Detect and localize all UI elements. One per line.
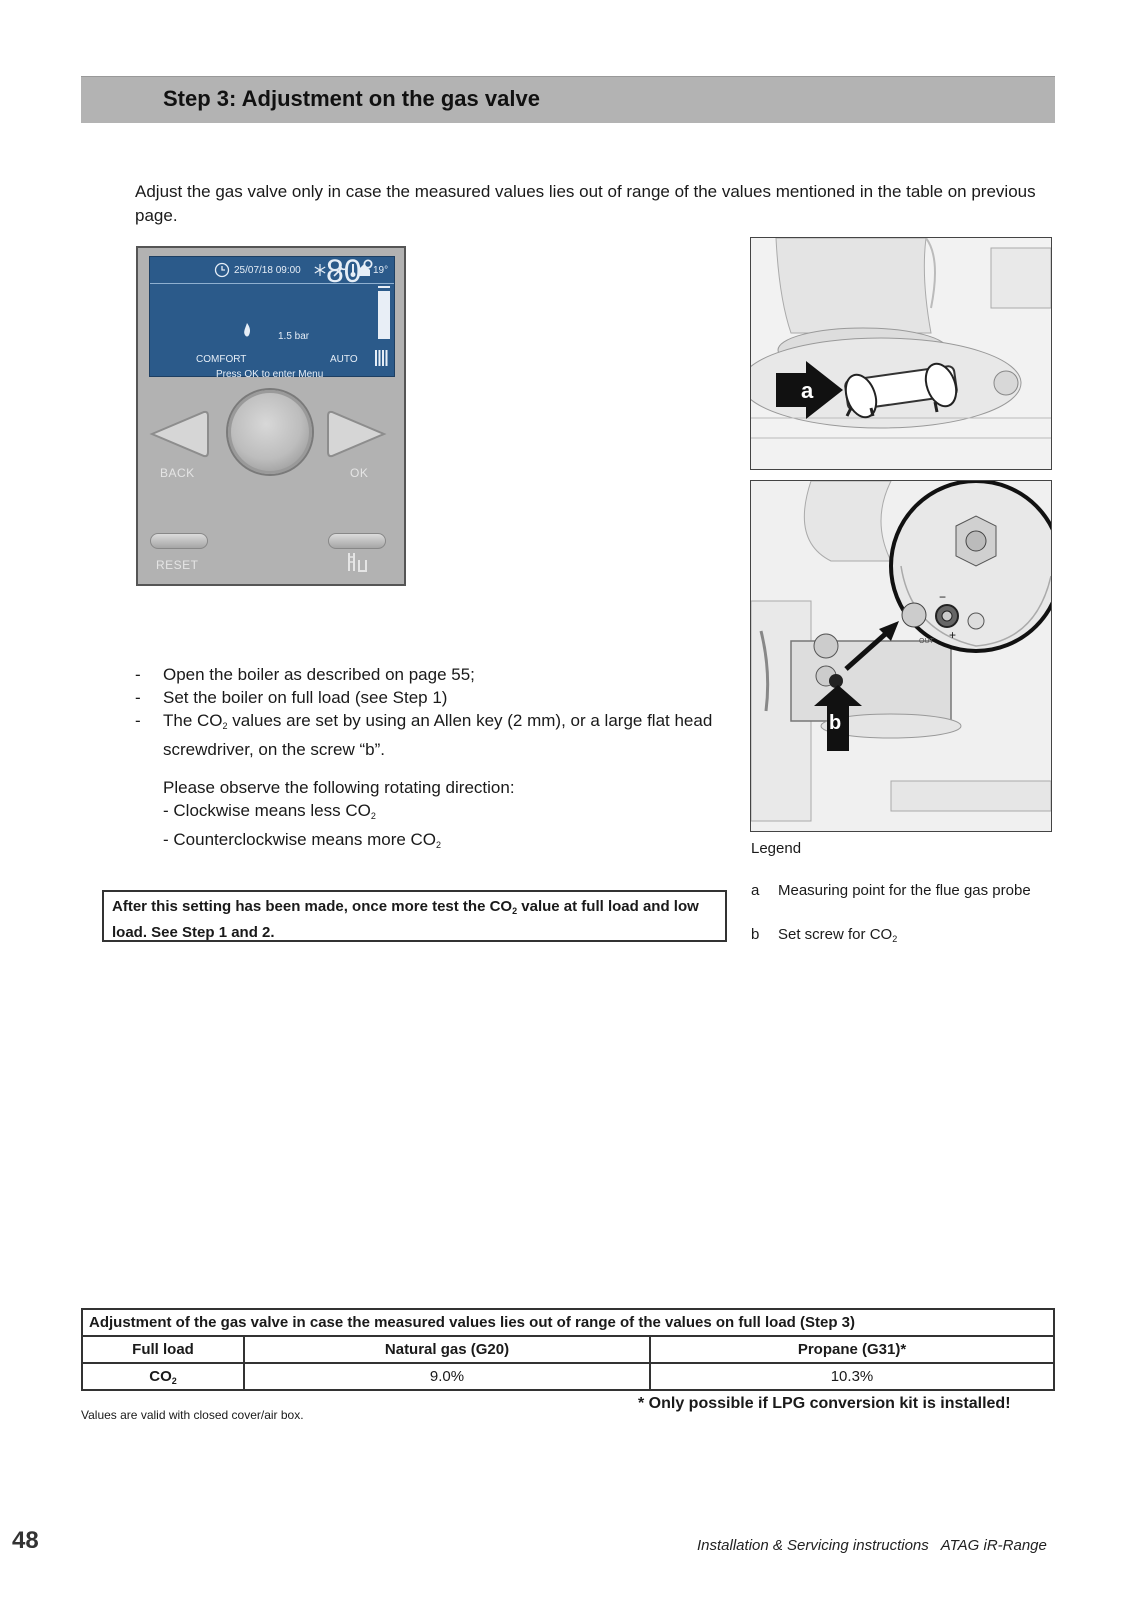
chimney-sweep-icon xyxy=(346,552,368,572)
ok-arrow-button[interactable] xyxy=(326,408,388,460)
photo-gas-valve xyxy=(750,480,1052,832)
subscript: 2 xyxy=(436,840,442,850)
clockwise-line xyxy=(163,799,723,828)
screen-datetime: 25/07/18 09:00 xyxy=(234,265,301,276)
validity-note: Values are valid with closed cover/air box. xyxy=(81,1408,304,1422)
label-b: b xyxy=(829,712,842,734)
flame-icon xyxy=(242,322,252,338)
gas-valve-illustration xyxy=(751,481,1051,831)
step-text-cont: values are set by using an Allen key (2 mm), or a large flat head screwdriver, on the screw “b”. xyxy=(163,711,713,759)
rotation-intro: Please observe the following rotating direction: xyxy=(163,778,515,797)
row-label xyxy=(82,1363,244,1390)
menu-hint: Press OK to enter Menu xyxy=(216,369,324,380)
step-item: - Set the boiler on full load (see Step 1) xyxy=(135,688,448,707)
radiator-icon xyxy=(374,349,390,367)
legend-key: b xyxy=(751,926,760,943)
legend-title: Legend xyxy=(751,840,802,857)
table-row xyxy=(82,1363,1054,1390)
intro-paragraph: Adjust the gas valve only in case the measured values lies out of range of the values mentioned in the table on previous page. xyxy=(135,182,1036,225)
note-text: After this setting has been made, once more test the CO xyxy=(112,898,513,915)
column-header: Full load xyxy=(82,1336,244,1363)
rotation-direction xyxy=(163,776,723,857)
subscript: 2 xyxy=(222,721,228,731)
step-text: Set the boiler on full load (see Step 1) xyxy=(163,688,448,707)
lpg-note: * Only possible if LPG conversion kit is installed! xyxy=(638,1395,1011,1412)
row-label-text: CO xyxy=(149,1367,172,1385)
back-label: BACK xyxy=(160,466,195,480)
back-arrow-button[interactable] xyxy=(148,408,210,460)
note-text-cont: value at full load and low load. See Step 1 and 2. xyxy=(112,898,699,941)
flue-illustration xyxy=(751,238,1051,469)
clock-icon xyxy=(214,262,230,278)
subscript: 2 xyxy=(171,1375,177,1386)
legend-text: Measuring point for the flue gas probe xyxy=(778,882,1031,899)
valve-out-label: OUT xyxy=(919,638,934,645)
boiler-control-panel xyxy=(136,246,406,586)
legend-item xyxy=(751,881,1051,923)
gas-valve-adjustment-table xyxy=(81,1308,1055,1391)
outdoor-temperature: 19° xyxy=(373,265,389,276)
temperature-bar xyxy=(378,291,390,339)
legend-item xyxy=(751,925,1051,947)
reset-button[interactable] xyxy=(150,533,208,549)
table-cell: 10.3% xyxy=(650,1363,1054,1390)
water-pressure: 1.5 bar xyxy=(278,331,310,342)
note-box xyxy=(102,890,727,942)
step-text: The CO xyxy=(163,711,223,730)
table-header-row xyxy=(82,1336,1054,1363)
step-text: Open the boiler as described on page 55; xyxy=(163,665,475,684)
chimney-sweep-button[interactable] xyxy=(328,533,386,549)
step-item: - Open the boiler as described on page 55; xyxy=(135,665,475,684)
table-cell: 9.0% xyxy=(244,1363,650,1390)
column-header: Natural gas (G20) xyxy=(244,1336,650,1363)
table-caption-row xyxy=(82,1309,1054,1336)
legend-text xyxy=(778,925,1038,949)
label-a: a xyxy=(801,378,814,403)
ok-label: OK xyxy=(350,466,369,480)
counterclockwise-line xyxy=(163,828,723,857)
auto-mode-label: AUTO xyxy=(330,354,358,365)
photo-flue-measuring-point xyxy=(750,237,1052,470)
plus-sign: + xyxy=(949,628,957,642)
subscript: 2 xyxy=(892,934,898,944)
comfort-mode-label: COMFORT xyxy=(196,354,247,365)
flow-temperature: 80° xyxy=(326,253,375,289)
page-number: 48 xyxy=(12,1527,39,1554)
legend-text-main: Set screw for CO xyxy=(778,926,893,943)
column-header: Propane (G31)* xyxy=(650,1336,1054,1363)
step-item: - The $CO_2$ values are set by using an Allen key (2 mm), or a large flat head screwdriver, on the screw “b”. xyxy=(135,711,713,759)
clockwise-text: - Clockwise means less CO xyxy=(163,801,371,820)
rotary-dial[interactable] xyxy=(228,390,312,474)
legend-key: a xyxy=(751,882,760,899)
table-caption: Adjustment of the gas valve in case the measured values lies out of range of the values on full load (Step 3) xyxy=(82,1309,1054,1336)
counterclockwise-text: - Counterclockwise means more CO xyxy=(163,830,437,849)
subscript: 2 xyxy=(370,811,376,821)
subscript: 2 xyxy=(512,906,518,916)
reset-label: RESET xyxy=(156,558,199,572)
page-title: Step 3: Adjustment on the gas valve xyxy=(163,86,540,111)
bar-marker xyxy=(378,286,390,288)
instruction-steps xyxy=(135,663,735,761)
minus-sign: − xyxy=(939,590,947,604)
snowflake-icon xyxy=(313,263,327,277)
display-screen xyxy=(149,253,395,380)
footer-text: Installation & Servicing instructions ATAG iR-Range xyxy=(697,1537,1047,1554)
